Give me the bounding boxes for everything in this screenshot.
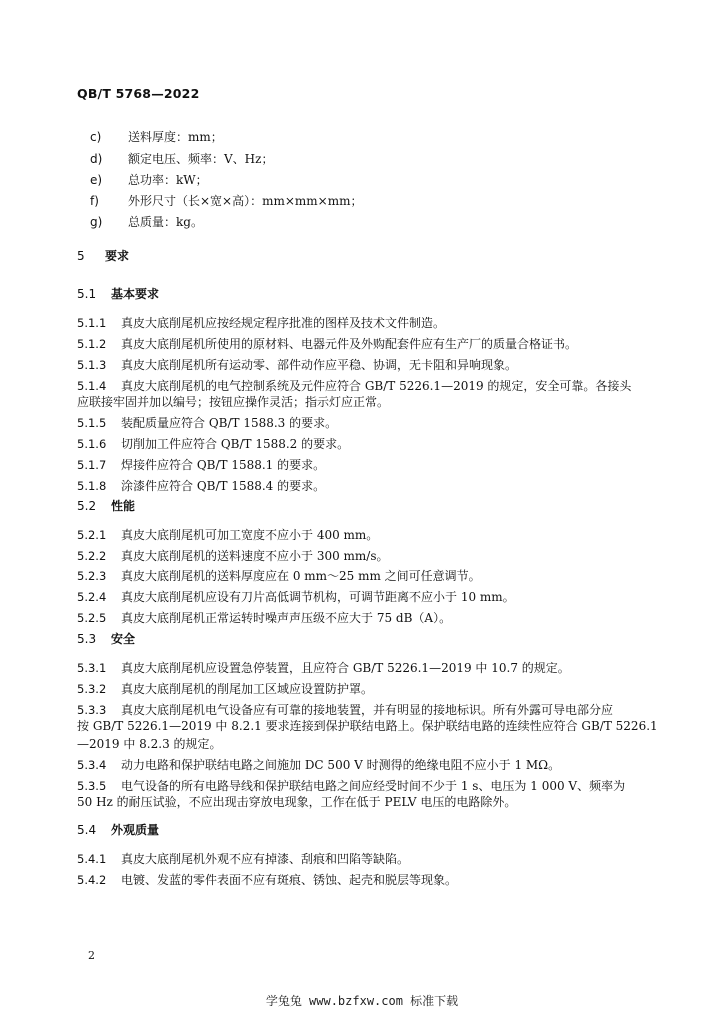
clause: 5.1.2 真皮大底削尾机所使用的原材料、电器元件及外购配套件应有生产厂的质量合格证书。 xyxy=(77,337,578,351)
list-item: e) 总功率：kW； xyxy=(90,173,208,187)
clause: 5.1.5 装配质量应符合 QB/T 1588.3 的要求。 xyxy=(77,416,338,430)
clause: 5.1.3 真皮大底削尾机所有运动零、部件动作应平稳、协调，无卡阻和异响现象。 xyxy=(77,358,518,372)
subsection-heading: 5.3 安全 xyxy=(77,632,136,646)
clause: 5.2.2 真皮大底削尾机的送料速度不应小于 300 mm/s。 xyxy=(77,549,389,563)
clause: 5.1.1 真皮大底削尾机应按经规定程序批准的图样及技术文件制造。 xyxy=(77,316,446,330)
clause: 5.2.5 真皮大底削尾机正常运转时噪声声压级不应大于 75 dB（A）。 xyxy=(77,611,452,625)
clause-continuation: 按 GB/T 5226.1—2019 中 8.2.1 要求连接到保护联结电路上。保护联结电路的连续性应符合 GB/T 5226.1 xyxy=(77,719,658,733)
clause: 5.2.3 真皮大底削尾机的送料厚度应在 0 mm～25 mm 之间可任意调节。 xyxy=(77,569,481,583)
clause: 5.3.1 真皮大底削尾机应设置急停装置，且应符合 GB/T 5226.1—2019 中 10.7 的规定。 xyxy=(77,661,570,675)
clause: 5.1.4 真皮大底削尾机的电气控制系统及元件应符合 GB/T 5226.1—2019 的规定，安全可靠。各接头 xyxy=(77,379,632,393)
clause: 5.1.8 涂漆件应符合 QB/T 1588.4 的要求。 xyxy=(77,479,326,493)
list-item: c) 送料厚度：mm； xyxy=(90,130,223,144)
clause: 5.2.1 真皮大底削尾机可加工宽度不应小于 400 mm。 xyxy=(77,528,379,542)
clause: 5.2.4 真皮大底削尾机应设有刀片高低调节机构，可调节距离不应小于 10 mm。 xyxy=(77,590,515,604)
clause-continuation: 50 Hz 的耐压试验，不应出现击穿放电现象，工作在低于 PELV 电压的电路除外。 xyxy=(77,795,517,809)
clause: 5.4.1 真皮大底削尾机外观不应有掉漆、刮痕和凹陷等缺陷。 xyxy=(77,852,410,866)
clause-continuation: —2019 中 8.2.3 的规定。 xyxy=(77,737,222,751)
list-item: d) 额定电压、频率：V、Hz； xyxy=(90,152,274,166)
subsection-heading: 5.2 性能 xyxy=(77,499,136,513)
list-item: f) 外形尺寸（长×宽×高）：mm×mm×mm； xyxy=(90,194,363,208)
clause: 5.3.2 真皮大底削尾机的削尾加工区域应设置防护罩。 xyxy=(77,682,374,696)
list-item: g) 总质量：kg。 xyxy=(90,215,203,229)
clause: 5.1.6 切削加工件应符合 QB/T 1588.2 的要求。 xyxy=(77,437,350,451)
clause-continuation: 应联接牢固并加以编号；按钮应操作灵活；指示灯应正常。 xyxy=(77,395,390,409)
clause: 5.3.4 动力电路和保护联结电路之间施加 DC 500 V 时测得的绝缘电阻不应小于 1 MΩ。 xyxy=(77,758,561,772)
clause: 5.3.3 真皮大底削尾机电气设备应有可靠的接地装置，并有明显的接地标识。所有外露可导电部分应 xyxy=(77,703,614,717)
footer-watermark: 学兔兔 www.bzfxw.com 标准下载 xyxy=(265,994,459,1008)
clause: 5.1.7 焊接件应符合 QB/T 1588.1 的要求。 xyxy=(77,458,326,472)
clause: 5.4.2 电镀、发蓝的零件表面不应有斑痕、锈蚀、起壳和脱层等现象。 xyxy=(77,873,458,887)
standard-code: QB/T 5768—2022 xyxy=(77,86,200,101)
page-number: 2 xyxy=(88,949,95,962)
subsection-heading: 5.4 外观质量 xyxy=(77,823,160,837)
clause: 5.3.5 电气设备的所有电路导线和保护联结电路之间应经受时间不少于 1 s、电压为 1 000 V、频率为 xyxy=(77,779,626,793)
section-heading: 5 要求 xyxy=(77,249,130,263)
subsection-heading: 5.1 基本要求 xyxy=(77,287,160,301)
